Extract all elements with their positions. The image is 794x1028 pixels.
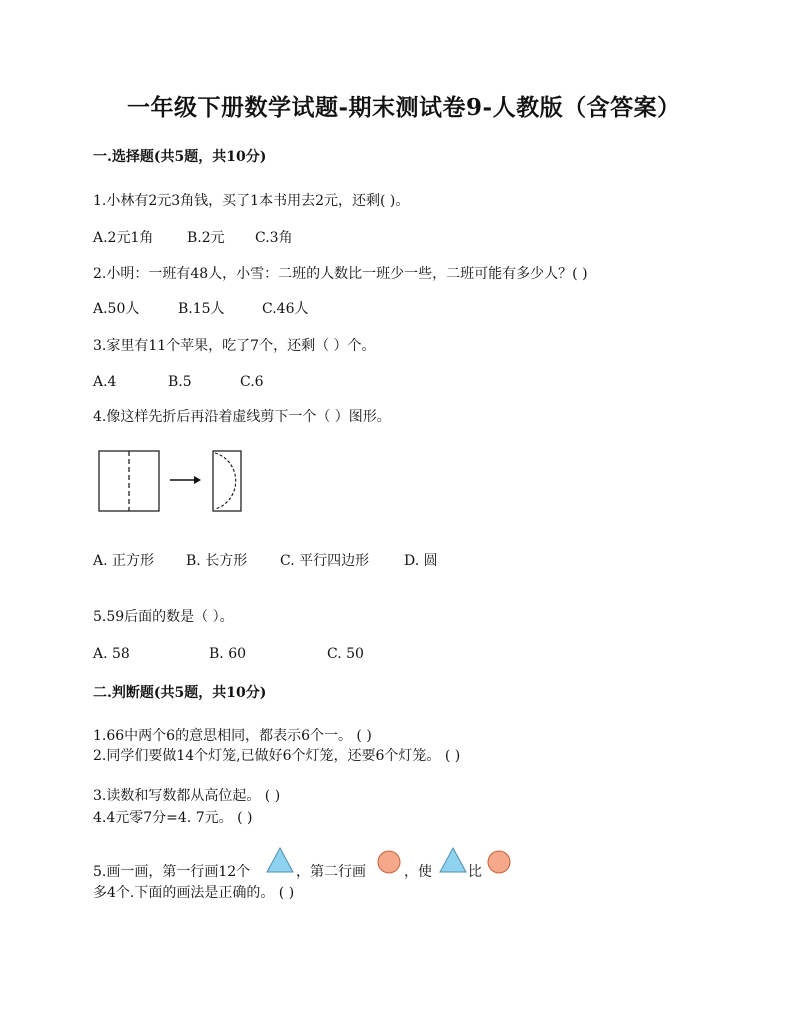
judgement-4: 4.4元零7分=4. 7元。 ( ) [93, 810, 253, 826]
triangle-icon [266, 847, 294, 873]
question-4-stem: 4.像这样先折后再沿着虚线剪下一个（ ）图形。 [93, 409, 391, 425]
question-3-stem: 3.家里有11个苹果，吃了7个，还剩（ ）个。 [93, 338, 376, 354]
judgement-5-part3: ，使 [404, 864, 432, 880]
q5-option-b: B. 60 [209, 646, 247, 662]
circle-icon [487, 850, 511, 874]
judgement-5-part2: ，第二行画 [296, 864, 366, 880]
judgement-3: 3.读数和写数都从高位起。 ( ) [93, 788, 281, 804]
section-heading-judgement: 二.判断题(共5题，共10分) [93, 685, 267, 701]
q1-option-a: A.2元1角 [93, 230, 154, 246]
q4-option-b: B. 长方形 [186, 553, 248, 569]
circle-icon [377, 850, 401, 874]
judgement-1: 1.66中两个6的意思相同，都表示6个一。 ( ) [93, 728, 372, 744]
q3-option-c: C.6 [240, 374, 264, 390]
q2-option-b: B.15人 [178, 301, 225, 317]
triangle-icon [439, 847, 467, 873]
question-1-stem: 1.小林有2元3角钱，买了1本书用去2元，还剩( )。 [93, 193, 410, 209]
judgement-2: 2.同学们要做14个灯笼,已做好6个灯笼，还要6个灯笼。 ( ) [93, 748, 461, 764]
page-title: 一年级下册数学试题-期末测试卷9-人教版（含答案） [127, 94, 681, 121]
section-heading-choice: 一.选择题(共5题，共10分) [93, 149, 267, 165]
question-5-stem: 5.59后面的数是（ ）。 [93, 609, 234, 625]
q5-option-a: A. 58 [93, 646, 130, 662]
fold-cut-figure [98, 450, 248, 514]
q3-option-b: B.5 [168, 374, 192, 390]
q2-option-a: A.50人 [93, 301, 140, 317]
cut-dashed-arc [215, 453, 236, 509]
q4-option-a: A. 正方形 [93, 553, 155, 569]
q2-option-c: C.46人 [262, 301, 309, 317]
judgement-5-line2: 多4个.下面的画法是正确的。 ( ) [93, 885, 295, 901]
q1-option-c: C.3角 [255, 230, 293, 246]
q3-option-a: A.4 [93, 374, 117, 390]
judgement-5-part1: 5.画一画，第一行画12个 [93, 864, 251, 880]
q5-option-c: C. 50 [327, 646, 364, 662]
question-2-stem: 2.小明：一班有48人，小雪：二班的人数比一班少一些，二班可能有多少人？( ) [93, 266, 588, 282]
arrow-right-icon [170, 476, 201, 484]
q4-option-c: C. 平行四边形 [280, 553, 370, 569]
q4-option-d: D. 圆 [404, 553, 438, 569]
q1-option-b: B.2元 [187, 230, 225, 246]
judgement-5-part4: 比 [468, 864, 482, 880]
